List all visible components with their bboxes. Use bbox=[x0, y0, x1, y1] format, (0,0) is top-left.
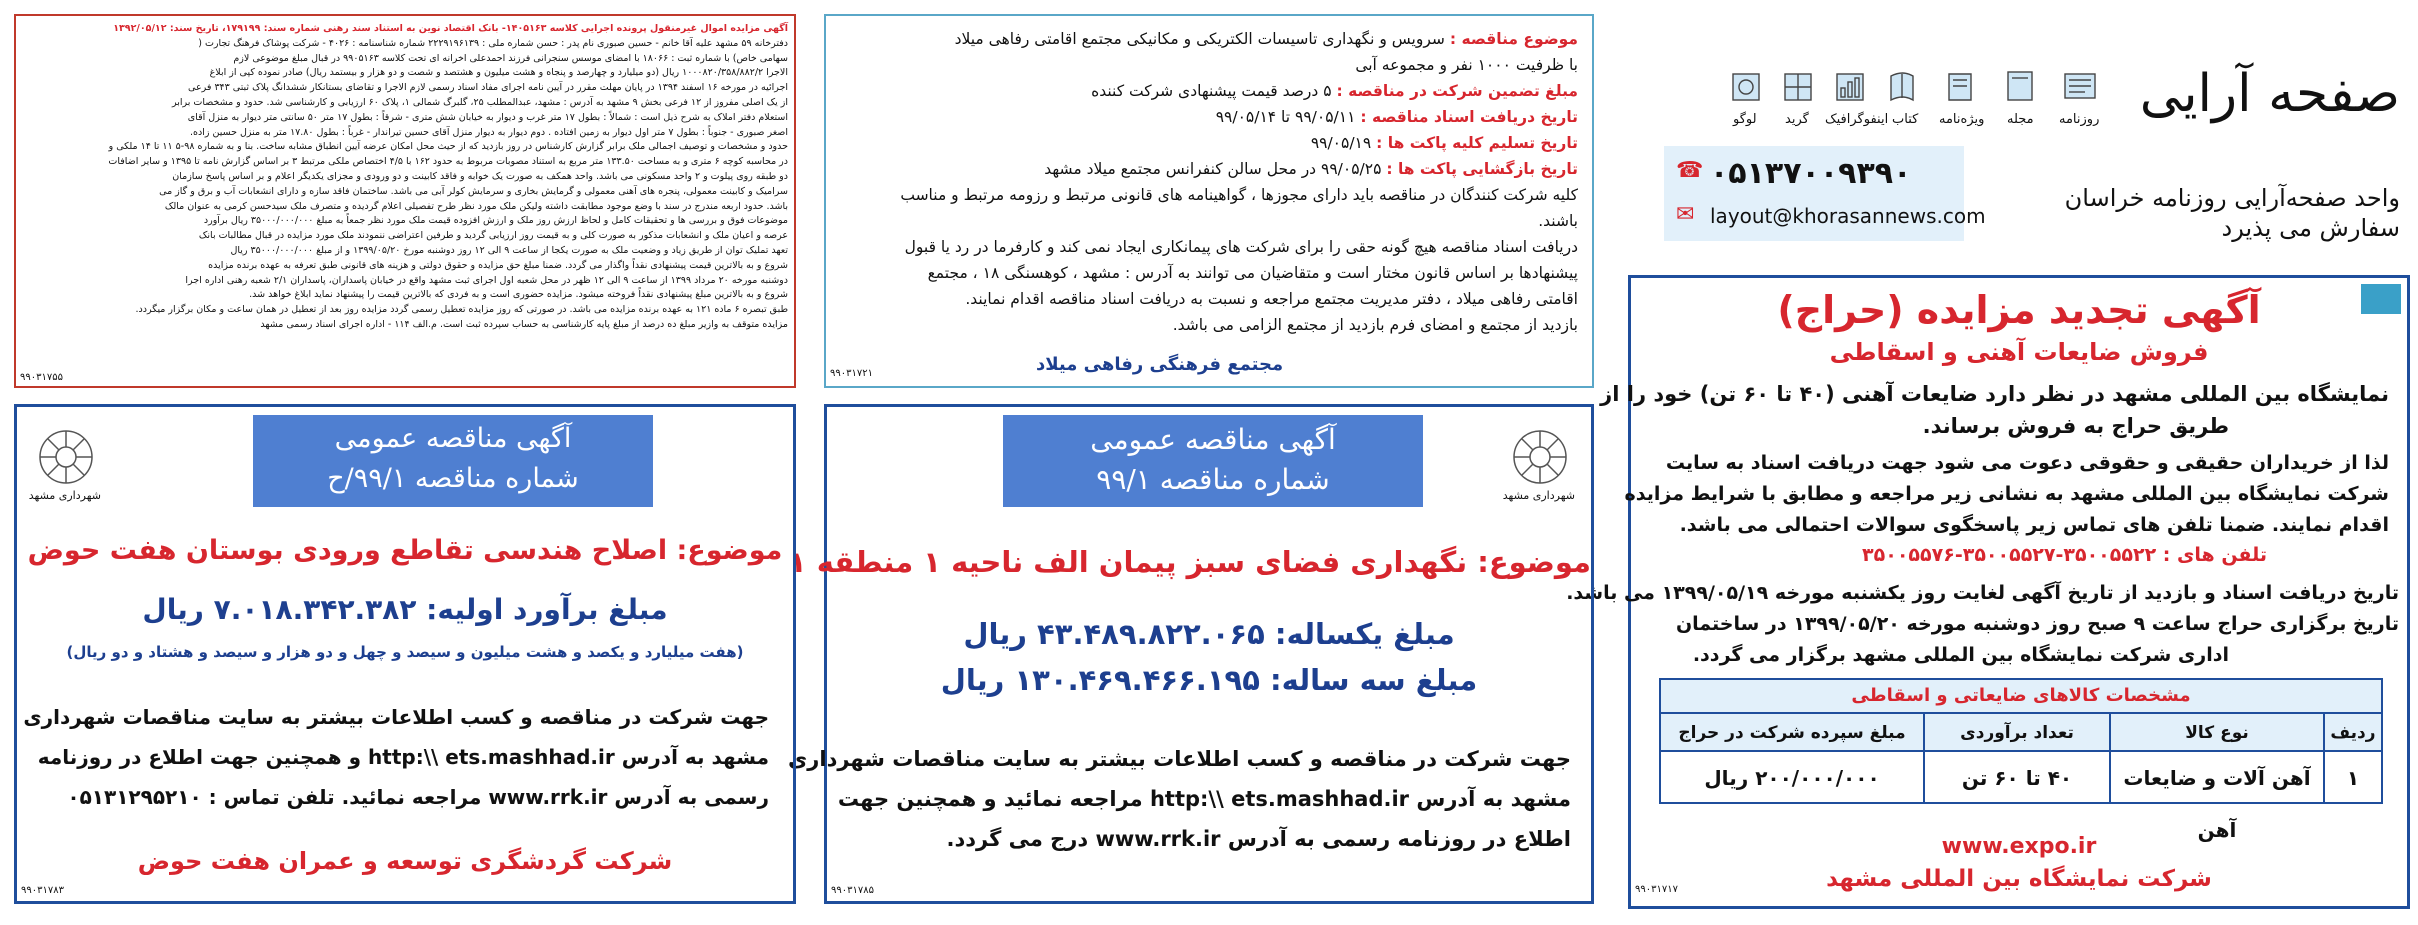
municipality-emblem-icon bbox=[1505, 425, 1575, 489]
court-auction-notice bbox=[14, 14, 796, 388]
court-line: سهامی خاص) با شماره ثبت : ۱۸۰۶۶ با امضای موسس سنجرانی فرزند احمدعلی اخرانه ای تحت کلاسه ۹۹۰۵۱۶۳ در قبال مبلغ موضوعی لازم bbox=[233, 52, 788, 64]
tender2-body-line: مشهد به آدرس http:\\ ets.mashhad.ir و همچنین جهت اطلاع در روزنامه bbox=[37, 745, 769, 769]
milad-deliver: ۹۹/۰۵/۱۹ bbox=[1310, 134, 1372, 152]
milad-guar-label: مبلغ تضمین شرکت در مناقصه : bbox=[1336, 82, 1578, 100]
milad-docs-label: تاریخ دریافت اسناد مناقصه : bbox=[1360, 108, 1578, 126]
infographic-icon bbox=[1837, 74, 1863, 100]
milad-code: ۹۹۰۳۱۷۲۱ bbox=[830, 368, 873, 379]
milad-deliver-label: تاریخ تسلیم کلیه پاکت ها : bbox=[1376, 134, 1578, 152]
milad-para1-line: باشند. bbox=[1538, 212, 1578, 230]
mail-icon: ✉ bbox=[1676, 202, 1695, 227]
tender2-header-number: شماره مناقصه ۹۹/۱/ح bbox=[327, 463, 579, 494]
milad-subj: سرویس و نگهداری تاسیسات الکتریکی و مکانیکی مجتمع اقامتی رفاهی میلاد bbox=[954, 30, 1445, 48]
tender1-code: ۹۹۰۳۱۷۸۵ bbox=[831, 885, 874, 896]
tender2-header bbox=[253, 415, 653, 507]
tender1-header bbox=[1003, 415, 1423, 507]
expo-body2 bbox=[1625, 448, 2389, 541]
milad-open-label: تاریخ بازگشایی پاکت ها : bbox=[1386, 160, 1578, 178]
expo-body1-line: نمایشگاه بین المللی مشهد در نظر دارد ضایعات آهنی (۴۰ تا ۶۰ تن) خود را از bbox=[1600, 382, 2389, 406]
tender2-code: ۹۹۰۳۱۷۸۳ bbox=[21, 885, 64, 896]
phone-number: ۰۵۱۳۷۰۰۹۳۹۰ bbox=[1710, 156, 1912, 191]
expo-table-title: مشخصات کالاهای ضایعاتی و اسقاطی bbox=[1661, 680, 2381, 712]
court-line: سرامیک و کابینت معمولی، پنجره های آهنی معمولی و گرمایش بخاری و سرمایش کولر آبی می باشد. ساختمان فاقد سازه و دارای انشعابات آب و برق و گاز می bbox=[159, 185, 788, 197]
court-text bbox=[22, 22, 788, 333]
milad-subj2: با ظرفیت ۱۰۰۰ نفر و مجموعه آبی bbox=[1355, 56, 1578, 74]
magazine-icon bbox=[2008, 72, 2032, 100]
expo-body1 bbox=[1600, 378, 2389, 442]
expo-code: ۹۹۰۳۱۷۱۷ bbox=[1635, 884, 1678, 895]
td-qty: ۴۰ تا ۶۰ تن bbox=[1923, 752, 2109, 802]
milad-subj-label: موضوع مناقصه : bbox=[1449, 30, 1578, 48]
expo-body2-line: اقدام نمایند. ضمنا تلفن های تماس زیر پاسخگوی سوالات احتمالی می باشد. bbox=[1679, 514, 2389, 536]
tender1-body-line: اطلاع در روزنامه رسمی به آدرس www.rrk.ir درج می گردد. bbox=[946, 827, 1571, 851]
court-heading: آگهی مزایده اموال غیرمنقول پرونده اجرایی کلاسه ۱۴۰۵۱۶۳- بانک اقتصاد نوین به استناد سند رهنی شماره سند: ۱۷۹۱۹۹، تاریخ سند: ۱۳۹۲/۰۵/۱۲ bbox=[113, 23, 788, 34]
tender1-header-title: آگهی مناقصه عمومی bbox=[1090, 423, 1336, 456]
expo-body3-line: اداری شرکت نمایشگاه بین المللی مشهد برگزار می گردد. bbox=[1692, 644, 2229, 666]
email-address[interactable]: layout@khorasannews.com bbox=[1710, 204, 1986, 228]
court-line: عرصه و اعیان ملک و انشعابات مذکور به صورت کلی و به قیمت روز ارزیابی گردید و طرفین اعتراضی ننمودند ملک مورد مزایده در قبال مطالبات بانک bbox=[198, 230, 788, 242]
th-row: ردیف bbox=[2323, 714, 2381, 750]
layout-ad-line2: سفارش می پذیرد bbox=[2221, 214, 2400, 242]
expo-body2-line: لذا از خریداران حقیقی و حقوقی دعوت می شود جهت دریافت اسناد به سایت bbox=[1665, 452, 2389, 474]
layout-ad-line1: واحد صفحه‌آرایی روزنامه خراسان bbox=[2064, 184, 2400, 212]
tender1-body bbox=[788, 739, 1571, 859]
milad-text bbox=[900, 26, 1578, 338]
tender1-amount-3yr: مبلغ سه ساله: ۱۳۰.۴۶۹.۴۶۶.۱۹۵ ریال bbox=[940, 663, 1478, 697]
milad-guar: ۵ درصد قیمت پیشنهادی شرکت کننده bbox=[1091, 82, 1332, 100]
newspaper-icon bbox=[2065, 74, 2095, 98]
expo-goods-table bbox=[1659, 678, 2383, 842]
court-line: الاجرا ۱۰۰۰۸۲۰/۳۵۸/۸۸۲/۲ ریال (دو میلیارد و چهارصد و پنجاه و هشت میلیون و هشتصد و شصت و دو هزار و بیستمد ریال) صادر نموده کپی از ابلاغ bbox=[209, 67, 788, 79]
tender1-body-line: مشهد به آدرس http:\\ ets.mashhad.ir مراجعه نمائید و همچنین جهت bbox=[837, 787, 1571, 811]
expo-phones: تلفن های : ۳۵۰۰۵۵۲۲-۳۵۰۰۵۵۲۷-۳۵۰۰۵۵۷۶ bbox=[1862, 544, 2267, 566]
tender2-subject: موضوع: اصلاح هندسی تقاطع ورودی بوستان هفت حوض bbox=[27, 535, 783, 566]
tender2-body-line: رسمی به آدرس www.rrk.ir مراجعه نمائید. تلفن تماس : ۰۵۱۳۱۲۹۵۲۱۰ bbox=[67, 785, 769, 809]
court-line: اصغر صبوری - جنوباً : بطول ۷ متر اول دیوار به زمین افتاده . دوم دیوار به دیوار منزل آقای حسین تیراندار - غرباً : بطول ۱۷.۸۰ متر به منزل حسین زاده. bbox=[190, 126, 788, 138]
icon-label-special: ویژه‌نامه bbox=[1939, 112, 1985, 127]
milad-signature: مجتمع فرهنگی رفاهی میلاد bbox=[1036, 354, 1284, 375]
tender1-logo bbox=[1502, 425, 1575, 505]
court-line: استعلام دفتر املاک به شرح ذیل است : شمالاً : بطول ۱۷ متر غرب و دیوار به خیابان شش متری - شرقاً : بطول ۱۷ متر ۵۰ سانتی متر دیوار به منزل آقای bbox=[187, 111, 788, 123]
expo-body3-line: تاریخ دریافت اسناد و بازدید از تاریخ آگهی لغایت روز یکشنبه مورخه ۱۳۹۹/۰۵/۱۹ می باشد. bbox=[1566, 582, 2399, 604]
court-line: تعهد تملیک توان از طریق زیاد و وضعیت ملک به صورت یکجا از ساعت ۹ الی ۱۲ روز دوشنبه مورخ ۱۳۹۹/۰۵/۲۰ و از مبلغ ۳۵۰۰۰/۰۰۰/۰۰۰ ریال bbox=[230, 244, 788, 256]
milad-para1-line: کلیه شرکت کنندگان در مناقصه باید دارای مجوزها ، گواهینامه های قانونی مرتبط و رزومه مرتبط و مناسب bbox=[900, 186, 1578, 204]
expo-body3 bbox=[1566, 578, 2399, 671]
tender2-body-line: جهت شرکت در مناقصه و کسب اطلاعات بیشتر به سایت مناقصات شهرداری bbox=[23, 705, 769, 729]
court-line: از یک اصلی مفروز از ۱۲ فرعی بخش ۹ مشهد به آدرس : مشهد، عبدالمطلب ۲۵، گلبرگ شمالی ۱، پلاک ۶۰ ارزیابی و کارشناسی شد. حدود و مشخصات برابر bbox=[171, 96, 788, 108]
book-icon bbox=[1891, 73, 1913, 100]
td-deposit: ۲۰۰/۰۰۰/۰۰۰ ریال bbox=[1704, 766, 1880, 790]
milad-docs: ۹۹/۰۵/۱۱ تا ۹۹/۰۵/۱۴ bbox=[1215, 108, 1356, 126]
tender2-company: شرکت گردشگری توسعه و عمران هفت حوض bbox=[137, 847, 673, 875]
haft-hoz-tender-ad bbox=[14, 404, 796, 904]
court-line: مزایده متوقف به وازیر مبلغ ده درصد از مبلغ پایه کارشناسی به حساب سپرده ثبت است. م.الف ۱۱۴ - اداره اجرای اسناد رسمی مشهد bbox=[260, 318, 788, 330]
expo-table-row bbox=[1661, 750, 2381, 842]
expo-company: شرکت نمایشگاه بین المللی مشهد bbox=[1826, 866, 2212, 892]
layout-ad bbox=[1622, 14, 2408, 246]
phone-icon: ☎ bbox=[1676, 158, 1704, 183]
court-line: در محاسبه کوچه ۶ متری و به مساحت ۱۳۳.۵۰ متر مربع به استناد مصوبات مربوط به حدود ۱۶۲ با ۴/۵ اختصاص ملکی مرتبط ۳ بر اساس گزارش نامه تا ۱۳۹۵ و سایر اضافات bbox=[108, 156, 788, 168]
service-icons bbox=[1667, 68, 2117, 138]
icon-label-infographic: اینفوگرافیک bbox=[1825, 112, 1889, 127]
logo-icon bbox=[1733, 74, 1759, 100]
milad-para2-line: بازدید از مجتمع و امضای فرم بازدید از مجتمع الزامی می باشد. bbox=[1172, 316, 1578, 334]
tender1-body-line: جهت شرکت در مناقصه و کسب اطلاعات بیشتر به سایت مناقصات شهرداری bbox=[788, 747, 1571, 771]
expo-body3-line: تاریخ برگزاری حراج ساعت ۹ صبح روز دوشنبه مورخه ۱۳۹۹/۰۵/۲۰ در ساختمان bbox=[1675, 613, 2399, 635]
tender2-logo bbox=[28, 425, 101, 505]
tender2-logo-text: شهرداری مشهد bbox=[28, 489, 101, 502]
icon-label-grid: گرید bbox=[1785, 112, 1809, 127]
municipality-emblem-icon bbox=[31, 425, 101, 489]
tender2-amount-words: (هفت میلیارد و یکصد و هشت میلیون و سیصد و چهل و دو هزار و سیصد و هشتاد و دو ریال) bbox=[66, 643, 744, 661]
court-line: دو طبقه روی پیلوت و ۲ واحد مسکونی می باشد. واحد همکف به صورت یک خوابه و فاقد کابینت و دو ورودی و مجزای یکدیگر اعلام و بر اساس پاسخ سازمان bbox=[172, 170, 788, 182]
th-item: نوع کالا bbox=[2109, 714, 2323, 750]
expo-body2-line: شرکت نمایشگاه بین المللی مشهد به نشانی زیر مراجعه و مطابق با شرایط مزایده bbox=[1624, 483, 2389, 505]
td-row: ۱ bbox=[2323, 752, 2381, 802]
court-line: شروع و به بالاترین قیمت پیشنهادی نقداً واگذار می گردد. ضمنا مبلغ حق مزایده و حقوق دولتی و هزینه های قانونی طبق تعرفه به عهده برنده مزایده bbox=[208, 259, 788, 271]
court-line: حدود و مشخصات و توصیف اجمالی ملک برابر گزارش کارشناس در روز بازدید که از حیث محل امکان عرضه آیین انطباق مشابه ساخت. بنا و به شماره ۹۸-۵ ۱۱ تا ۱۴ ملکی و bbox=[108, 141, 788, 153]
milad-para2-line: دریافت اسناد مناقصه هیچ گونه حقی را برای شرکت های پیمانکاری ایجاد نمی کند و کارفرما در رد یا قبول bbox=[904, 238, 1578, 256]
green-space-tender-ad bbox=[788, 404, 1594, 904]
expo-subtitle: فروش ضایعات آهنی و اسقاطی bbox=[1829, 338, 2209, 366]
service-icons-svg bbox=[1667, 68, 2117, 138]
court-line: دوشنبه مورخه ۲۰ مرداد ۱۳۹۹ از ساعت ۹ الی ۱۲ ظهر در محل شعبه اول اجرای ثبت مشهد واقع در خیابان پاسداران، پاسداران ۲/۱ شعبه رهنی اداره اجرا bbox=[185, 274, 788, 286]
special-issue-icon bbox=[1949, 74, 1971, 100]
milad-tender-ad bbox=[824, 14, 1594, 388]
court-line: طبق تبصره ۶ ماده ۱۲۱ به عهده برنده مزایده می باشد. در صورتی که روز مزایده تعطیل رسمی گردد مزایده روز بعد از تعطیل در همان ساعت و مکان برگزار میگردد. bbox=[135, 304, 788, 316]
court-line: اجرائیه در مورخه ۱۶ اسفند ۱۳۹۴ در پایان مهلت مقرر در آیین نامه اجرای مفاد اسناد رسمی لازم الاجرا و تقاضای بستانکار ششدانگ پلاک ثبتی ۳۴۳ فرعی bbox=[188, 82, 788, 94]
th-deposit: مبلغ سپرده شرکت در حراج bbox=[1678, 723, 1906, 743]
expo-body1-line: طریق حراج به فروش برساند. bbox=[1922, 414, 2229, 438]
milad-open: ۹۹/۰۵/۲۵ در محل سالن کنفرانس مجتمع میلاد مشهد bbox=[1044, 160, 1382, 178]
expo-table-head bbox=[1661, 712, 2381, 750]
expo-title: آگهی تجدید مزایده (حراج) bbox=[1777, 288, 2261, 332]
icon-label-newspaper: روزنامه bbox=[2059, 112, 2100, 127]
tender2-body bbox=[23, 697, 769, 817]
layout-ad-title: صفحه آرایی bbox=[2139, 64, 2400, 124]
icon-label-logo: لوگو bbox=[1733, 112, 1757, 127]
icon-label-magazine: مجله bbox=[2007, 112, 2034, 127]
court-line: موضوعات فوق و بررسی ها و تحقیقات کامل و لحاظ ارزش روز ملک و ارزش افزوده قیمت ملک مورد نظر جمعاً به مبلغ ۳۵۰۰۰/۰۰۰/۰۰۰ ریال برآورد bbox=[203, 215, 788, 227]
court-line: باشد. حدود اربعه مندرج در سند با وضع موجود مطابقت داشته ولیکن ملک مورد نظر طرح تفصیلی اعلام گردیده و متصرف ملک سیدحسن کرمی به عنوان مالک bbox=[164, 200, 788, 212]
expo-auction-ad bbox=[1566, 275, 2410, 909]
milad-para2-line: پیشنهادها بر اساس قانون مختار است و متقاضیان می توانند به آدرس : مشهد ، کوهسنگی ۱۸ ، مجتمع bbox=[927, 264, 1578, 282]
milad-para2-line: اقامتی رفاهی میلاد ، دفتر مدیریت مجتمع مراجعه و نسبت به دریافت اسناد مناقصه اقدام نمایند. bbox=[965, 290, 1578, 308]
court-code: ۹۹۰۳۱۷۵۵ bbox=[20, 372, 63, 383]
expo-website[interactable]: www.expo.ir bbox=[1941, 834, 2097, 859]
tender1-amount-1yr: مبلغ یکساله: ۴۳.۴۸۹.۸۲۲.۰۶۵ ریال bbox=[963, 617, 1455, 651]
icon-label-book: کتاب bbox=[1892, 112, 1919, 127]
tender2-amount: مبلغ برآورد اولیه: ۷.۰۱۸.۳۴۲.۳۸۲ ریال bbox=[142, 593, 668, 626]
contact-panel bbox=[1664, 146, 1986, 241]
td-item: آهن آلات و ضایعات آهن bbox=[2109, 752, 2323, 802]
tender1-header-number: شماره مناقصه ۹۹/۱ bbox=[1096, 463, 1330, 496]
court-line: شروع و به بالاترین مبلغ پیشنهادی نقداً فروخته میشود. مزایده حضوری است و به فردی که بالاترین قیمت را پیشنهاد نماید ابلاغ خواهد شد. bbox=[249, 289, 788, 301]
th-qty: تعداد برآوردی bbox=[1923, 714, 2109, 750]
court-line: دفترخانه ۵۹ مشهد علیه آقا خانم - حسین صبوری نام پدر : حسن شماره ملی : ۲۲۲۹۱۹۶۱۳۹ شماره شناسنامه : ۴۰۲۶ - شرکت پوشاک فرهنگ تجارت ( bbox=[198, 37, 788, 49]
grid-icon bbox=[1785, 74, 1811, 100]
tender1-subject: موضوع: نگهداری فضای سبز پیمان الف ناحیه ۱ منطقه ۱ bbox=[788, 545, 1591, 579]
tender2-header-title: آگهی مناقصه عمومی bbox=[334, 423, 572, 454]
tender1-logo-text: شهرداری مشهد bbox=[1502, 489, 1575, 502]
